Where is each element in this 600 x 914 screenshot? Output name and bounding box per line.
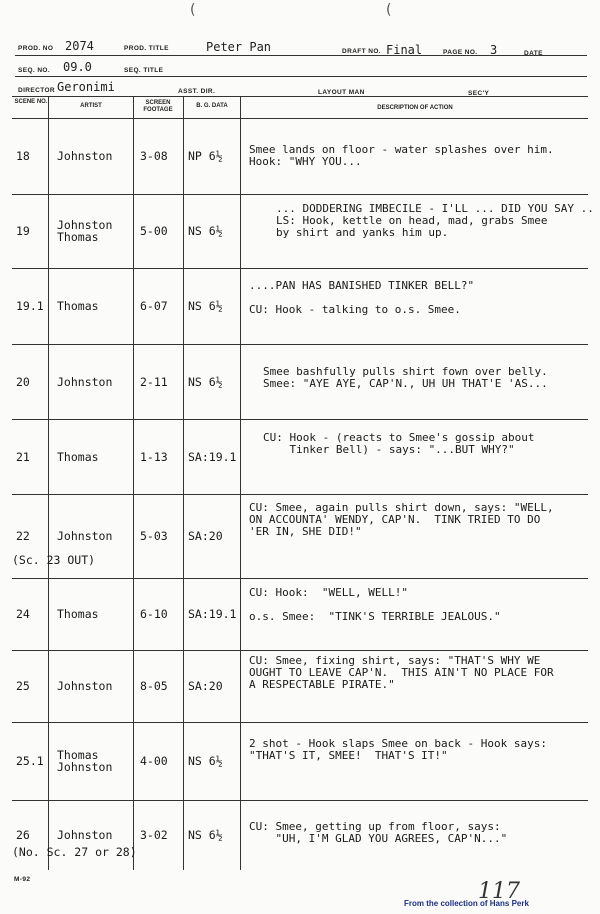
- page-no-value: 3: [490, 43, 498, 57]
- description-line: CU: Hook - talking to o.s. Smee.: [249, 303, 461, 316]
- scene-number: 24: [16, 607, 30, 621]
- prod-title-value: Peter Pan: [206, 40, 272, 54]
- col-header-scene: SCENE NO.: [14, 99, 48, 105]
- prod-no-label: PROD. NO: [18, 45, 54, 52]
- draft-no-value: Final: [386, 43, 423, 57]
- bg-data: NS 6½: [188, 224, 223, 238]
- secy-label: SEC'Y: [468, 90, 490, 97]
- scene-number: 21: [16, 450, 30, 464]
- row-divider: [12, 419, 588, 420]
- screen-footage: 3-02: [140, 828, 168, 842]
- description-line: by shirt and yanks him up.: [276, 226, 449, 239]
- description-line: CU: Smee, again pulls shirt down, says: "WELL,: [249, 501, 554, 514]
- scene-number: 22: [16, 529, 30, 543]
- description-line: Smee lands on floor - water splashes over him.: [249, 143, 554, 156]
- col-header-footage: SCREEN FOOTAGE: [143, 100, 173, 113]
- screen-footage: 4-00: [140, 754, 168, 768]
- col-header-artist: ARTIST: [80, 103, 102, 109]
- scene-number: 19: [16, 224, 30, 238]
- scene-number: 18: [16, 149, 30, 163]
- col-divider-2: [133, 96, 134, 870]
- description-line: 2 shot - Hook slaps Smee on back - Hook says:: [249, 737, 548, 750]
- artist-name: Johnston: [57, 679, 113, 693]
- seq-no-value: 09.0: [63, 60, 92, 74]
- row-divider: [12, 578, 588, 579]
- director-value: Geronimi: [57, 80, 115, 94]
- description-line: 'ER IN, SHE DID!": [249, 525, 362, 538]
- collection-credit: From the collection of Hans Perk: [404, 899, 529, 908]
- form-number: M-92: [14, 876, 31, 883]
- page-number-handwritten: 117: [478, 879, 520, 904]
- artist-name: Johnston: [57, 828, 113, 842]
- prod-title-label: PROD. TITLE: [124, 45, 169, 52]
- bg-data: NS 6½: [188, 375, 223, 389]
- margin-mark-left: (: [190, 2, 196, 18]
- description-line: Smee: "AYE AYE, CAP'N., UH UH THAT'E 'AS...: [263, 377, 548, 390]
- description-line: o.s. Smee: "TINK'S TERRIBLE JEALOUS.": [249, 610, 501, 623]
- table-header-rule: [12, 118, 588, 119]
- director-label: DIRECTOR: [18, 87, 56, 94]
- scene-number: 19.1: [16, 299, 44, 313]
- artist-name: Thomas: [57, 450, 99, 464]
- table-top-rule: [12, 96, 588, 97]
- description-line: ... DODDERING IMBECILE - I'LL ... DID YOU SAY ..: [276, 202, 594, 215]
- row-divider: [12, 800, 588, 801]
- description-line: Smee bashfully pulls shirt fown over belly.: [263, 365, 548, 378]
- col-divider-1: [48, 96, 49, 870]
- bg-data: SA:19.1: [188, 450, 237, 464]
- artist-name: Johnston: [57, 218, 113, 232]
- asst-dir-label: ASST. DIR.: [178, 88, 216, 95]
- screen-footage: 5-03: [140, 529, 168, 543]
- row-divider: [12, 194, 588, 195]
- scene-note: (Sc. 23 OUT): [12, 553, 96, 567]
- page-no-label: PAGE NO.: [443, 49, 478, 56]
- screen-footage: 3-08: [140, 149, 168, 163]
- header-rule-2: [15, 76, 587, 77]
- prod-no-value: 2074: [65, 39, 94, 53]
- seq-title-label: SEQ. TITLE: [124, 67, 164, 74]
- artist-name: Johnston: [57, 529, 113, 543]
- row-divider: [12, 268, 588, 269]
- description-line: "THAT'S IT, SMEE! THAT'S IT!": [249, 749, 448, 762]
- row-divider: [12, 650, 588, 651]
- artist-name: Thomas: [57, 748, 99, 762]
- artist-name: Thomas: [57, 299, 99, 313]
- bg-data: NP 6½: [188, 149, 223, 163]
- artist-name: Johnston: [57, 760, 113, 774]
- description-line: ....PAN HAS BANISHED TINKER BELL?": [249, 279, 475, 292]
- artist-name: Johnston: [57, 375, 113, 389]
- scene-number: 20: [16, 375, 30, 389]
- col-divider-3: [183, 96, 184, 870]
- description-line: OUGHT TO LEAVE CAP'N. THIS AIN'T NO PLACE FOR: [249, 666, 554, 679]
- screen-footage: 8-05: [140, 679, 168, 693]
- artist-name: Johnston: [57, 149, 113, 163]
- artist-name: Thomas: [57, 607, 99, 621]
- layout-man-label: LAYOUT MAN: [318, 89, 365, 96]
- description-line: CU: Hook: "WELL, WELL!": [249, 586, 408, 599]
- bg-data: NS 6½: [188, 828, 223, 842]
- col-header-bg: B. G. DATA: [196, 103, 228, 109]
- description-line: "UH, I'M GLAD YOU AGREES, CAP'N...": [249, 832, 508, 845]
- description-line: ON ACCOUNTA' WENDY, CAP'N. TINK TRIED TO DO: [249, 513, 541, 526]
- screen-footage: 2-11: [140, 375, 168, 389]
- draft-no-label: DRAFT NO.: [342, 48, 381, 55]
- description-line: CU: Hook - (reacts to Smee's gossip about: [263, 431, 535, 444]
- description-line: Tinker Bell) - says: "...BUT WHY?": [263, 443, 515, 456]
- date-label: DATE: [524, 50, 543, 57]
- row-divider: [12, 494, 588, 495]
- scene-number: 25.1: [16, 754, 44, 768]
- screen-footage: 1-13: [140, 450, 168, 464]
- bg-data: SA:20: [188, 529, 223, 543]
- col-divider-4: [240, 96, 241, 870]
- description-line: CU: Smee, fixing shirt, says: "THAT'S WHY WE: [249, 654, 541, 667]
- row-divider: [12, 344, 588, 345]
- description-line: Hook: "WHY YOU...: [249, 155, 362, 168]
- col-header-description: DESCRIPTION OF ACTION: [377, 105, 453, 111]
- screen-footage: 6-10: [140, 607, 168, 621]
- description-line: CU: Smee, getting up from floor, says:: [249, 820, 501, 833]
- screen-footage: 5-00: [140, 224, 168, 238]
- bg-data: NS 6½: [188, 754, 223, 768]
- description-line: A RESPECTABLE PIRATE.": [249, 678, 395, 691]
- bg-data: SA:19.1: [188, 607, 237, 621]
- seq-no-label: SEQ. NO.: [18, 67, 51, 74]
- scene-number: 26: [16, 828, 30, 842]
- scene-note: (No. Sc. 27 or 28): [12, 845, 137, 859]
- screen-footage: 6-07: [140, 299, 168, 313]
- row-divider: [12, 722, 588, 723]
- margin-mark-right: (: [386, 2, 392, 18]
- bg-data: NS 6½: [188, 299, 223, 313]
- artist-name: Thomas: [57, 230, 99, 244]
- description-line: LS: Hook, kettle on head, mad, grabs Smee: [276, 214, 548, 227]
- header-rule-1: [15, 55, 587, 56]
- bg-data: SA:20: [188, 679, 223, 693]
- scene-number: 25: [16, 679, 30, 693]
